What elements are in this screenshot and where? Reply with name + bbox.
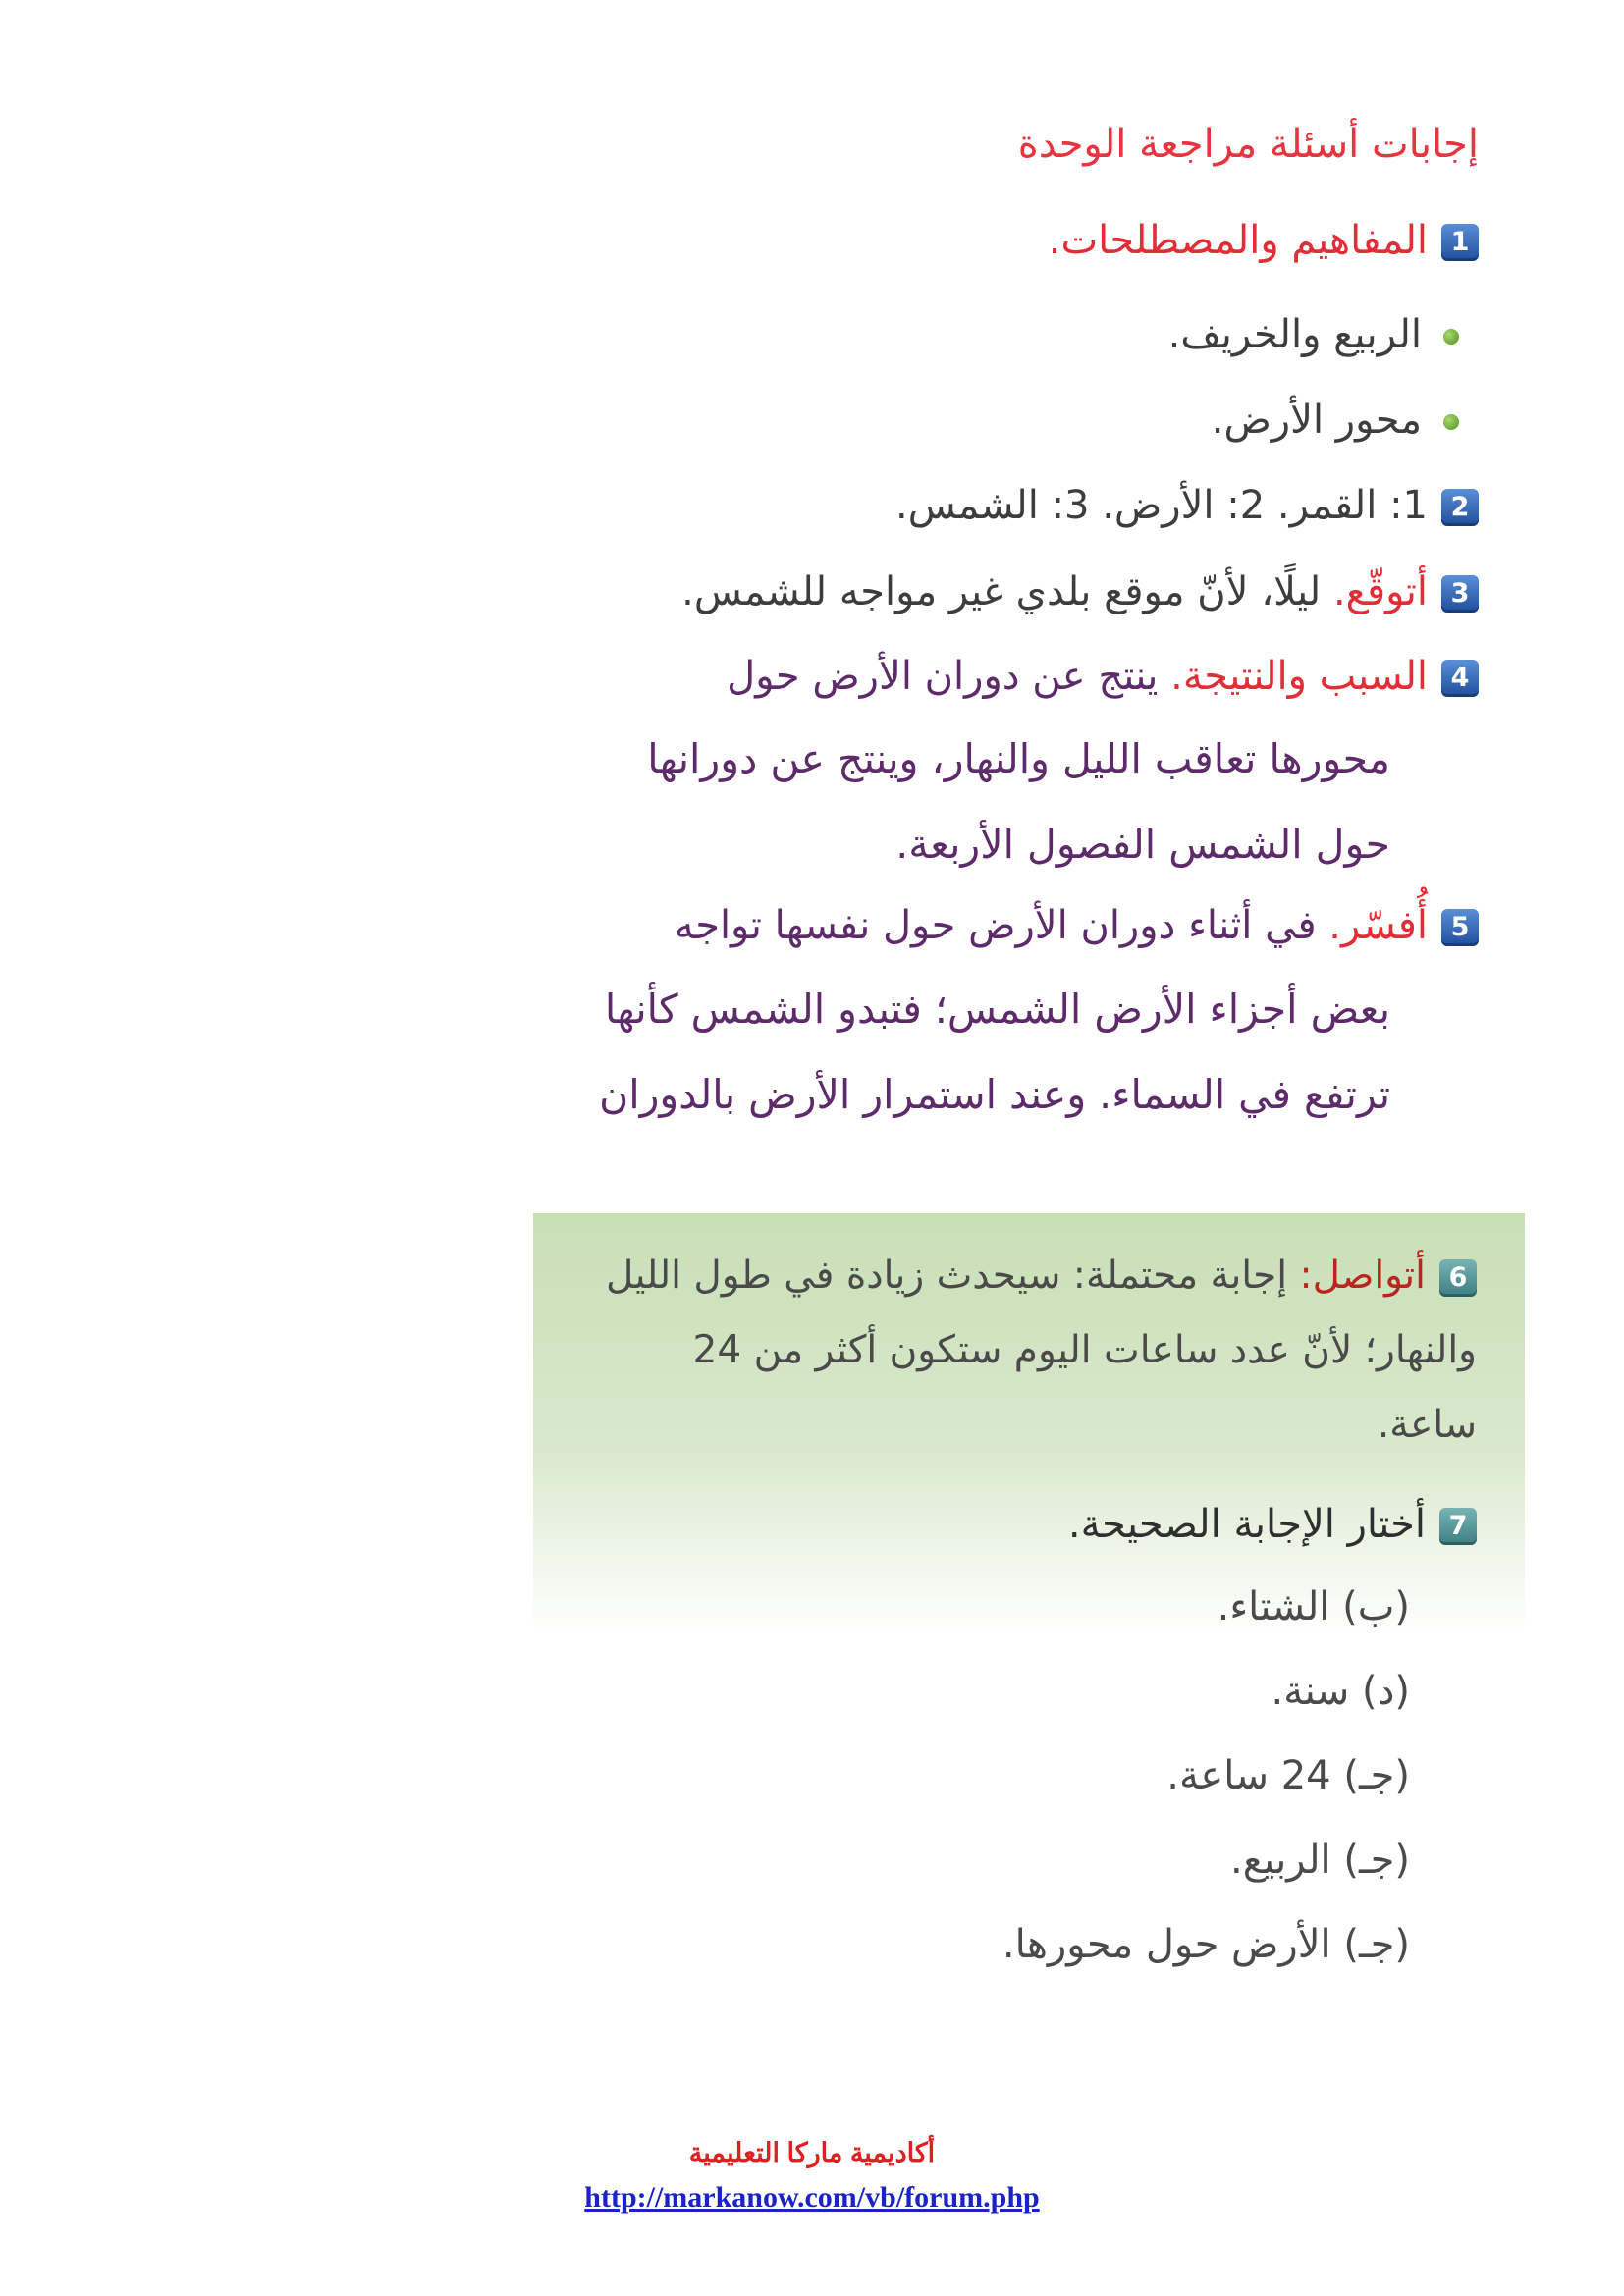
- page-title: إجابات أسئلة مراجعة الوحدة: [1017, 122, 1479, 167]
- q7-number-badge: 7: [1439, 1508, 1477, 1545]
- q4-paragraph: [507, 717, 1390, 887]
- q2-row: [895, 483, 1479, 528]
- q2-text: 1: القمر. 2: الأرض. 3: الشمس.: [895, 483, 1428, 528]
- q1-heading-row: [1049, 218, 1479, 263]
- q3-text: ليلًا، لأنّ موقع بلدي غير مواجه للشمس.: [681, 569, 1333, 614]
- q3-number-badge: 3: [1441, 575, 1479, 613]
- footer-link[interactable]: http://markanow.com/vb/forum.php: [584, 2181, 1040, 2214]
- q4-line: محورها تعاقب الليل والنهار، وينتج عن دورانها: [647, 735, 1390, 782]
- q4-label: السبب والنتيجة.: [1170, 654, 1428, 699]
- q1-bullet-item: [1168, 312, 1459, 357]
- q5-label: أُفسّر.: [1328, 903, 1428, 948]
- q6-block: [593, 1239, 1477, 1463]
- q1-bullet-item: [1212, 398, 1459, 443]
- q6-number-badge: 6: [1439, 1259, 1477, 1297]
- bullet-icon: [1443, 329, 1459, 345]
- q5-line: في أثناء دوران الأرض حول نفسها تواجه: [674, 903, 1329, 948]
- q2-number-badge: 2: [1441, 489, 1479, 526]
- q1-number-badge: 1: [1441, 224, 1479, 261]
- q1-bullet-text: الربيع والخريف.: [1167, 312, 1422, 357]
- q5-paragraph: [507, 967, 1390, 1138]
- q7-heading-row: [1068, 1502, 1477, 1547]
- q5-row: [675, 903, 1479, 948]
- q7-answer: (جـ) الأرض حول محورها.: [1001, 1922, 1410, 1967]
- q3-label: أتوقّع.: [1332, 569, 1428, 614]
- q6-label: أتواصل:: [1299, 1254, 1426, 1298]
- q1-heading: المفاهيم والمصطلحات.: [1048, 218, 1428, 263]
- q4-number-badge: 4: [1441, 660, 1479, 697]
- q1-bullet-text: محور الأرض.: [1211, 398, 1422, 443]
- q6-line: ساعة.: [1377, 1403, 1477, 1447]
- q7-answer: (د) سنة.: [1271, 1669, 1410, 1714]
- q3-row: [681, 569, 1479, 614]
- bullet-icon: [1443, 414, 1459, 430]
- q7-answer: (ب) الشتاء.: [1217, 1584, 1410, 1629]
- q5-number-badge: 5: [1441, 909, 1479, 946]
- q4-row: [727, 654, 1479, 699]
- q7-answer: (جـ) 24 ساعة.: [1166, 1753, 1410, 1798]
- footer-org-name: أكاديمية ماركا التعليمية: [688, 2138, 936, 2167]
- q4-line: حول الشمس الفصول الأربعة.: [895, 821, 1390, 868]
- q7-heading: أختار الإجابة الصحيحة.: [1067, 1502, 1426, 1547]
- q7-answer: (جـ) الربيع.: [1230, 1838, 1410, 1883]
- q4-line: ينتج عن دوران الأرض حول: [727, 654, 1171, 699]
- q6-line: والنهار؛ لأنّ عدد ساعات اليوم ستكون أكثر من 24: [692, 1328, 1477, 1372]
- q5-line: ترتفع في السماء. وعند استمرار الأرض بالدوران: [599, 1071, 1390, 1118]
- q6-line: إجابة محتملة: سيحدث زيادة في طول الليل: [606, 1254, 1300, 1298]
- q5-line: بعض أجزاء الأرض الشمس؛ فتبدو الشمس كأنها: [604, 986, 1390, 1033]
